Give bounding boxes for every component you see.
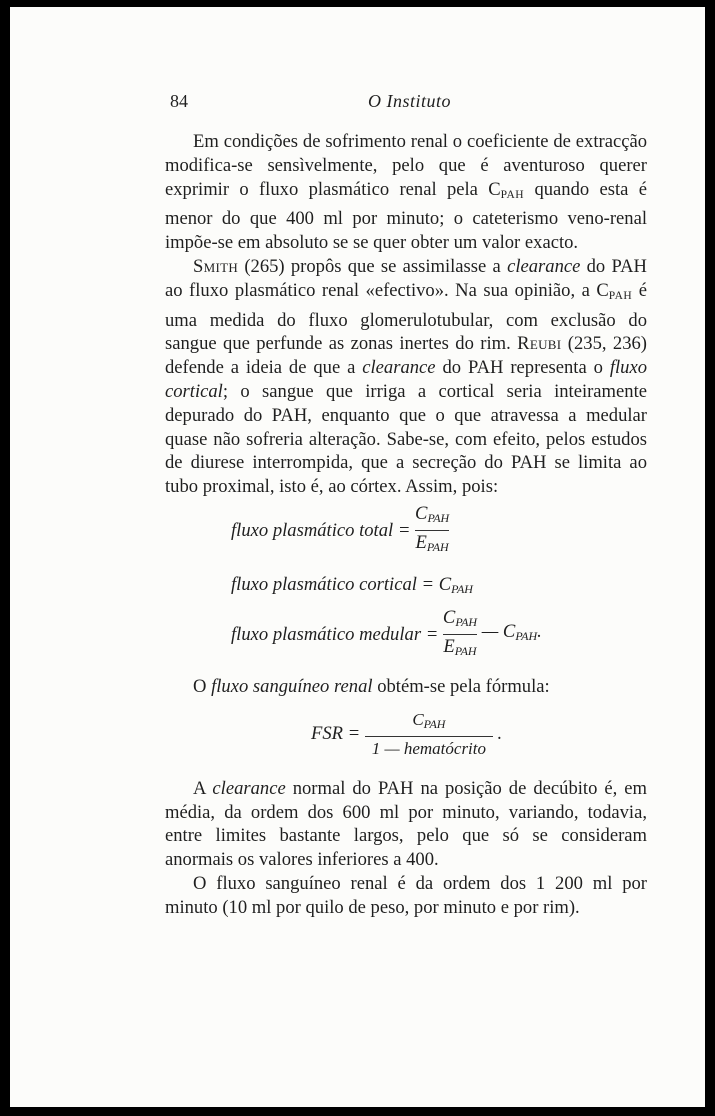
equation-total-flow: fluxo plasmático total = $\frac{\text{CPAH}}{\text{EPAH}}$: [231, 502, 450, 554]
paragraph-1: Em condições de sofrimento renal o coeficiente de extracção modifica-se sensìvelmente, pelo que é aventuroso querer exprimir o fluxo plasmático renal pela $C_{PAH}$ quando esta é menor do que 400 ml por minuto; o cateterismo veno-renal impõe-se em absoluto se se quer obter um valor exacto.: [165, 131, 648, 254]
paragraph-2: Smith (265) propôs que se assimilasse a clearance do PAH ao fluxo plasmático renal «efectivo». Na sua opinião, a $C_{PAH}$ é uma medida do fluxo glomerulotubular, com exclusão do sangue que perfunde as zonas inertes do rim. Reubi (235, 236) defende a ideia de que a clearance do PAH representa o fluxo cortical; o sangue que irriga a cortical seria inteiramente depurado do PAH, enquanto que o que atravessa a medular quase não sofreria alteração. Sabe-se, com efeito, pelos estudos de diurese interrompida, que a secreção do PAH se limita ao tubo proximal, isto é, ao córtex. Assim, pois:: [165, 255, 647, 498]
body-text: [165, 130, 647, 920]
equation-cortical-flow: fluxo plasmático cortical = CPAH: [231, 573, 473, 596]
author-reubi: Reubi: [517, 333, 562, 355]
equation-medullary-flow: fluxo plasmático medular = $\frac{\text{CPAH}}{\text{EPAH}}$ — CPAH.: [231, 606, 542, 658]
paragraph-4: A clearance normal do PAH na posição de decúbito é, em média, da ordem dos 600 ml por minuto, variando, todavia, entre limites bastante largos, pelo que só se consideram anormais os valores inferiores a 400.: [165, 777, 647, 871]
paragraph-3: O fluxo sanguíneo renal obtém-se pela fórmula:: [193, 675, 550, 697]
page-number: 84: [170, 91, 188, 111]
equation-fsr: FSR = $\frac{\text{CPAH}}{\text{1 — hematócrito}}$ .: [311, 709, 503, 758]
running-title: O Instituto: [368, 91, 452, 111]
page-header: [170, 91, 570, 115]
paragraph-5: O fluxo sanguíneo renal é da ordem dos 1 200 ml por minuto (10 ml por quilo de peso, por minuto e por rim).: [165, 872, 647, 918]
author-smith: Smith: [193, 255, 239, 277]
